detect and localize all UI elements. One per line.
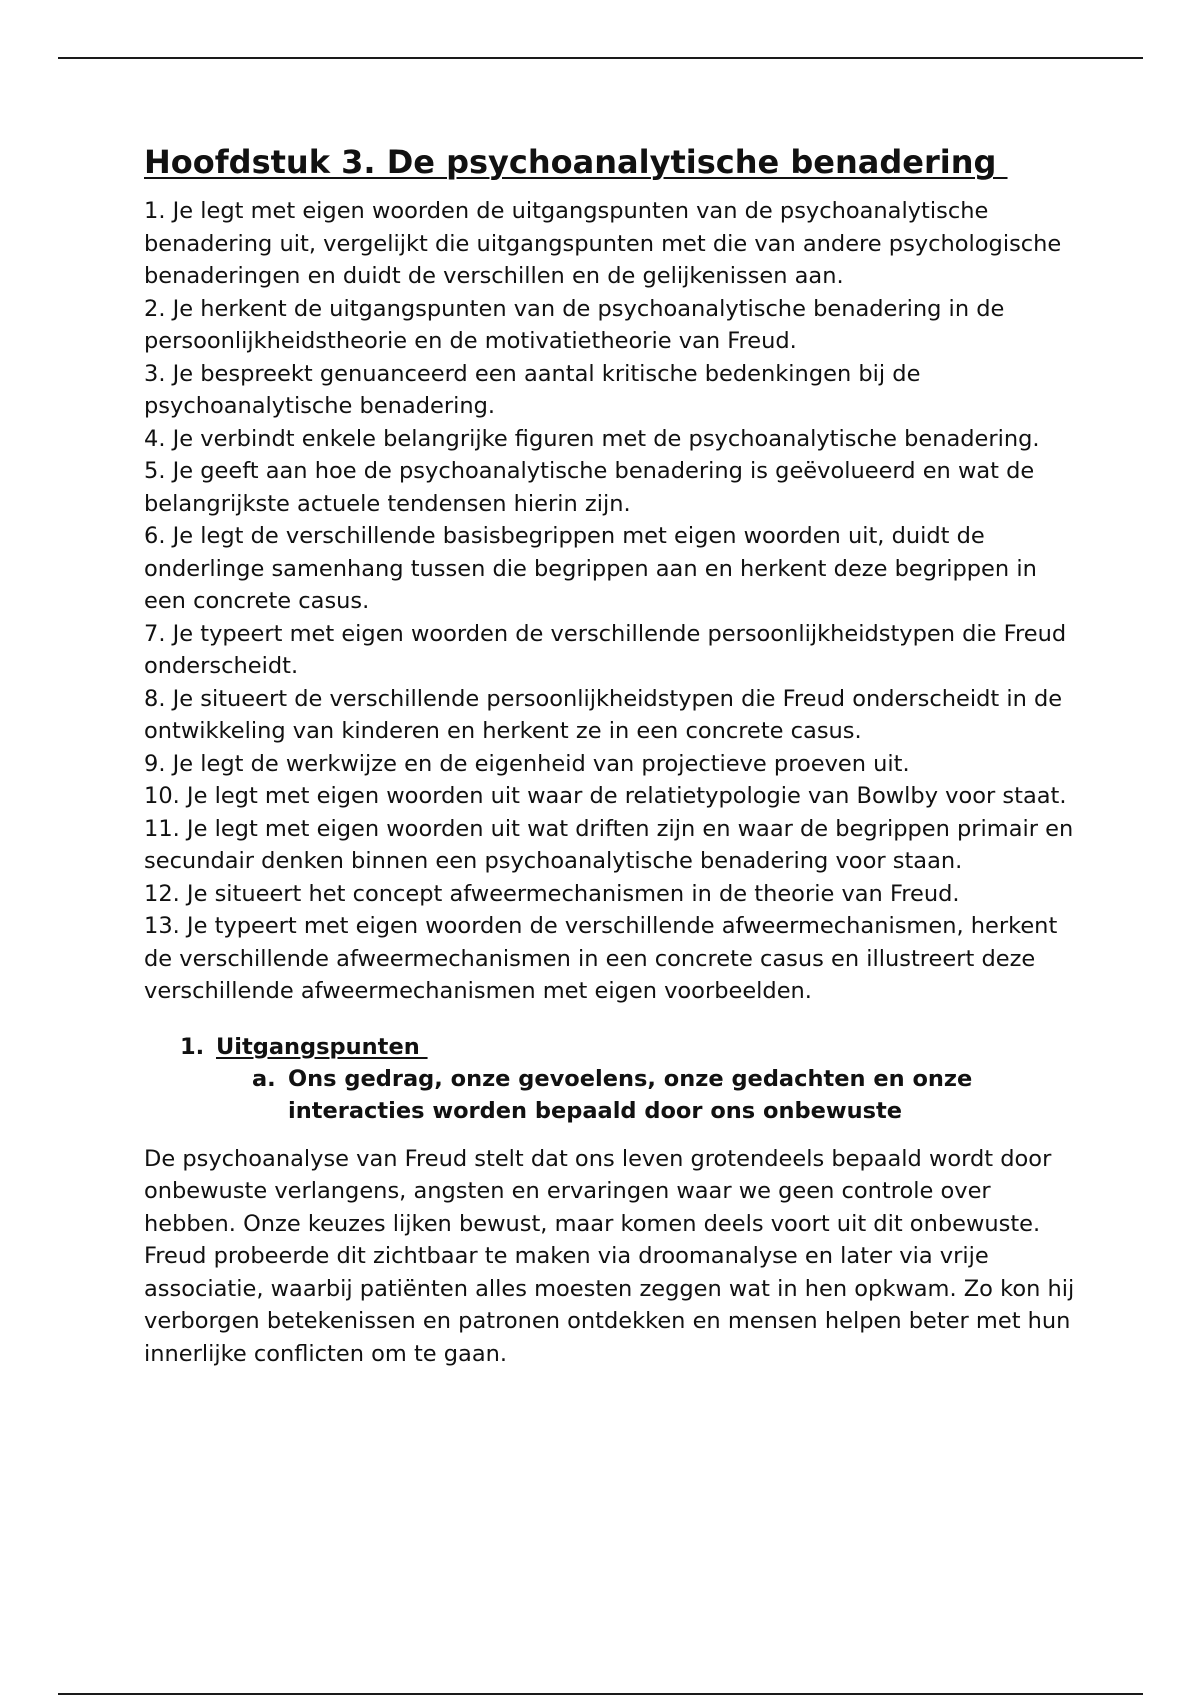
footer-rule [58, 1693, 1143, 1695]
learning-objective: 2. Je herkent de uitgangspunten van de psychoanalytische benadering in de persoonlijkheidstheorie en de motivatietheorie van Freud. [144, 295, 1005, 354]
section-number: 1. [180, 1033, 205, 1060]
header-rule [58, 57, 1143, 59]
learning-objective: 9. Je legt de werkwijze en de eigenheid van projectieve proeven uit. [144, 750, 910, 777]
subsection-heading [252, 1063, 1052, 1128]
learning-objective: 12. Je situeert het concept afweermechanismen in de theorie van Freud. [144, 880, 960, 907]
section-label: Uitgangspunten [216, 1033, 428, 1060]
learning-objective: 13. Je typeert met eigen woorden de verschillende afweermechanismen, herkent de verschillende afweermechanismen in een concrete casus en illustreert deze verschillende afweermechanismen met eigen voorbeelden. [144, 913, 1058, 1004]
learning-objective: 5. Je geeft aan hoe de psychoanalytische benadering is geëvolueerd en wat de belangrijkste actuele tendensen hierin zijn. [144, 458, 1035, 517]
section-heading [180, 1031, 1084, 1063]
body-paragraph: De psychoanalyse van Freud stelt dat ons leven grotendeels bepaald wordt door onbewuste verlangens, angsten en ervaringen waar we geen controle over hebben. Onze keuzes lijken bewust, maar komen deels voort uit dit onbewuste. Freud probeerde dit zichtbaar te maken via droomanalyse en later via vrije associatie, waarbij patiënten alles moesten zeggen wat in hen opkwam. Zo kon hij verborgen betekenissen en patronen ontdekken en mensen helpen beter met hun innerlijke conflicten om te gaan. [144, 1145, 1075, 1367]
learning-objective: 7. Je typeert met eigen woorden de verschillende persoonlijkheidstypen die Freud onderscheidt. [144, 620, 1067, 679]
learning-objective: 6. Je legt de verschillende basisbegrippen met eigen woorden uit, duidt de onderlinge samenhang tussen die begrippen aan en herkent deze begrippen in een concrete casus. [144, 523, 1037, 614]
learning-objective: 11. Je legt met eigen woorden uit wat driften zijn en waar de begrippen primair en secundair denken binnen een psychoanalytische benadering voor staan. [144, 815, 1074, 874]
subsection-letter: a. [252, 1065, 276, 1092]
learning-objective: 3. Je bespreekt genuanceerd een aantal kritische bedenkingen bij de psychoanalytische benadering. [144, 360, 921, 419]
learning-objective: 4. Je verbindt enkele belangrijke figuren met de psychoanalytische benadering. [144, 425, 1040, 452]
learning-objective: 1. Je legt met eigen woorden de uitgangspunten van de psychoanalytische benadering uit, vergelijkt die uitgangspunten met die van andere psychologische benaderingen en duidt de verschillen en de gelijkenissen aan. [144, 198, 1062, 289]
subsection-label: Ons gedrag, onze gevoelens, onze gedachten en onze interacties worden bepaald door ons onbewuste [288, 1065, 973, 1124]
learning-objective: 8. Je situeert de verschillende persoonlijkheidstypen die Freud onderscheidt in de ontwikkeling van kinderen en herkent ze in een concrete casus. [144, 685, 1063, 744]
page-content [144, 142, 1084, 1370]
learning-objectives-list [144, 195, 1084, 1008]
learning-objective: 10. Je legt met eigen woorden uit waar de relatietypologie van Bowlby voor staat. [144, 783, 1067, 809]
page-title: Hoofdstuk 3. De psychoanalytische benadering [144, 143, 1008, 181]
